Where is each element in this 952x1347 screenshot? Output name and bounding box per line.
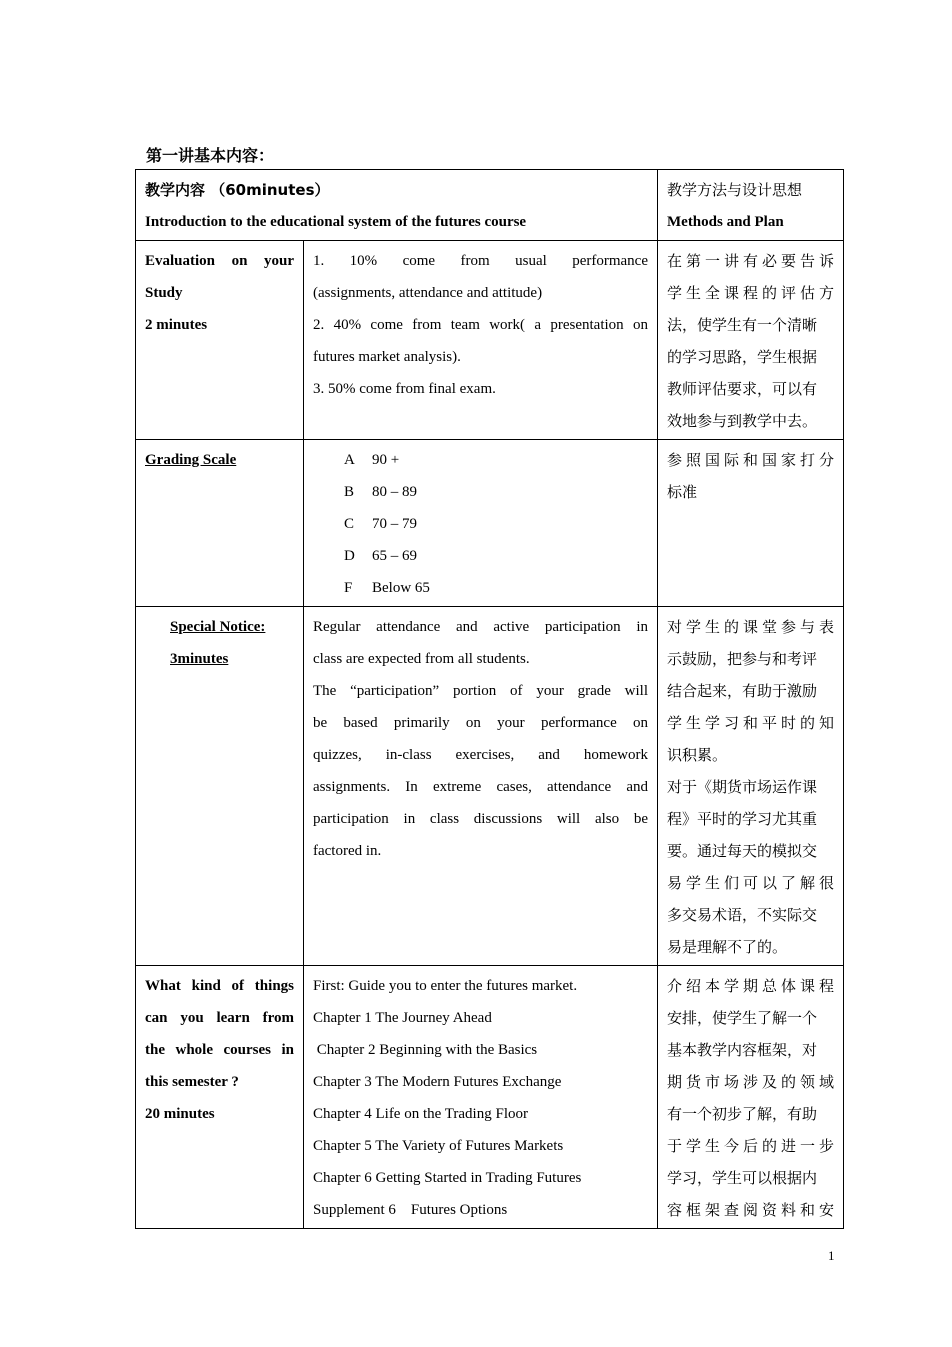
content-line: class are expected from all students. — [313, 651, 530, 667]
method-line: 标准 — [667, 483, 698, 501]
content-line: participation in class discussions will also be — [313, 811, 648, 827]
course-content-cell — [304, 966, 658, 1229]
grade-range: 80 – 89 — [372, 484, 417, 500]
topic-line: What kind of things — [145, 978, 294, 994]
notice-content-cell — [304, 607, 658, 966]
method-line: 学生学习和平时的知 — [667, 714, 834, 732]
method-line: 有一个初步了解，有助 — [667, 1105, 818, 1123]
grade-row — [313, 572, 648, 604]
method-line: 要。通过每天的模拟交 — [667, 842, 818, 860]
chapter-line: Chapter 5 The Variety of Futures Markets — [313, 1138, 564, 1154]
method-line: 于学生今后的进一步 — [667, 1137, 834, 1155]
page-number: 1 — [828, 1248, 835, 1263]
evaluation-method-cell — [658, 241, 844, 440]
method-line: 易是理解不了的。 — [667, 938, 788, 956]
notice-method-cell — [658, 607, 844, 966]
chapter-line: Supplement 6 Futures Options — [313, 1202, 508, 1218]
notice-duration: 3minutes — [170, 651, 229, 667]
method-line: 识积累。 — [667, 746, 728, 764]
method-line: 参照国际和国家打分 — [667, 451, 834, 469]
course-topic-cell — [136, 966, 304, 1229]
grade-range: 65 – 69 — [372, 548, 417, 564]
evaluation-topic-cell — [136, 241, 304, 440]
method-line: 多交易术语，不实际交 — [667, 906, 818, 924]
grade-letter: C — [344, 516, 355, 532]
chapter-line: Chapter 2 Beginning with the Basics — [313, 1042, 538, 1058]
evaluation-row — [136, 241, 844, 440]
method-line: 对于《期货市场运作课 — [667, 778, 818, 796]
content-line: futures market analysis). — [313, 349, 461, 365]
evaluation-content-cell — [304, 241, 658, 440]
content-line: Regular attendance and active participation in — [313, 619, 648, 635]
grade-row — [313, 444, 648, 476]
grading-row — [136, 440, 844, 607]
topic-line: can you learn from — [145, 1010, 294, 1026]
content-line: factored in. — [313, 843, 382, 859]
content-line: 1. 10% come from usual performance — [313, 253, 648, 269]
grade-range: Below 65 — [372, 580, 430, 596]
header-row — [136, 170, 844, 241]
chapter-line: Chapter 6 Getting Started in Trading Futures — [313, 1170, 582, 1186]
content-subtitle: Introduction to the educational system of the futures course — [145, 214, 527, 230]
method-header-cell — [658, 170, 844, 241]
method-line: 介绍本学期总体课程 — [667, 977, 834, 995]
content-line: (assignments, attendance and attitude) — [313, 285, 543, 301]
content-line: 3. 50% come from final exam. — [313, 381, 496, 397]
method-title: 教学方法与设计思想 — [667, 181, 803, 199]
chapter-line: Chapter 4 Life on the Trading Floor — [313, 1106, 528, 1122]
content-line: assignments. In extreme cases, attendance and — [313, 779, 648, 795]
grade-letter: F — [344, 580, 353, 596]
topic-line: the whole courses in — [145, 1042, 294, 1058]
grading-method-cell — [658, 440, 844, 607]
method-line: 在第一讲有必要告诉 — [667, 252, 834, 270]
grading-topic-cell — [136, 440, 304, 607]
method-line: 基本教学内容框架，对 — [667, 1041, 818, 1059]
method-line: 的学习思路，学生根据 — [667, 348, 818, 366]
content-line: First: Guide you to enter the futures market. — [313, 978, 578, 994]
method-line: 安排，使学生了解一个 — [667, 1009, 818, 1027]
content-title: 教学内容 （60minutes） — [145, 181, 330, 199]
method-subtitle: Methods and Plan — [667, 214, 784, 230]
content-line: be based primarily on your performance on — [313, 715, 648, 731]
content-line: The “participation” portion of your grade will — [313, 683, 648, 699]
method-line: 效地参与到教学中去。 — [667, 412, 818, 430]
grade-row — [313, 476, 648, 508]
method-line: 学习，学生可以根据内 — [667, 1169, 818, 1187]
method-line: 期货市场涉及的领域 — [667, 1073, 834, 1091]
method-line: 法，使学生有一个清晰 — [667, 316, 818, 334]
notice-row — [136, 607, 844, 966]
topic-duration: 20 minutes — [145, 1106, 215, 1122]
notice-topic-cell — [136, 607, 304, 966]
grade-range: 70 – 79 — [372, 516, 417, 532]
lesson-table — [135, 169, 844, 1229]
grade-letter: D — [344, 548, 355, 564]
method-line: 教师评估要求，可以有 — [667, 380, 818, 398]
grade-range: 90 + — [372, 452, 400, 468]
grade-letter: B — [344, 484, 355, 500]
notice-title: Special Notice: — [170, 619, 266, 635]
content-line: quizzes, in-class exercises, and homework — [313, 747, 648, 763]
method-line: 结合起来，有助于激励 — [667, 682, 818, 700]
method-line: 易学生们可以了解很 — [667, 874, 834, 892]
chapter-line: Chapter 1 The Journey Ahead — [313, 1010, 492, 1026]
grade-letter: A — [344, 452, 355, 468]
topic-duration: 2 minutes — [145, 317, 208, 333]
method-line: 对学生的课堂参与表 — [667, 618, 834, 636]
grading-content-cell — [304, 440, 658, 607]
method-line: 程》平时的学习尤其重 — [667, 810, 818, 828]
grading-scale-title: Grading Scale — [145, 452, 237, 468]
content-line: 2. 40% come from team work( a presentation on — [313, 317, 648, 333]
section-heading: 第一讲基本内容： — [146, 146, 275, 165]
topic-line: this semester ? — [145, 1074, 239, 1090]
chapter-line: Chapter 3 The Modern Futures Exchange — [313, 1074, 562, 1090]
method-line: 容框架查阅资料和安 — [667, 1201, 834, 1219]
method-line: 学生全课程的评估方 — [667, 284, 834, 302]
grade-row — [313, 508, 648, 540]
topic-line: Study — [145, 285, 183, 301]
course-row — [136, 966, 844, 1229]
course-method-cell — [658, 966, 844, 1229]
topic-line: Evaluation on your — [145, 253, 294, 269]
method-line: 示鼓励，把参与和考评 — [667, 650, 818, 668]
content-header-cell — [136, 170, 658, 241]
grade-row — [313, 540, 648, 572]
